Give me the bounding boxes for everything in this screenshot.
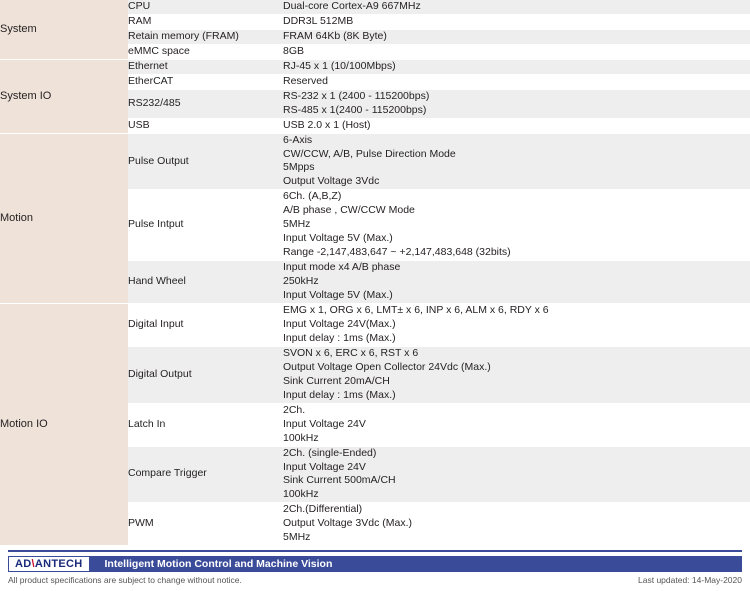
value-line: RS-485 x 1(2400 - 115200bps): [283, 103, 427, 116]
value-line: 6Ch. (A,B,Z): [283, 190, 342, 203]
value-line: Range -2,147,483,647 ~ +2,147,483,648 (32bits): [283, 246, 511, 259]
advantech-logo: [9, 557, 89, 571]
value-line: Output Voltage Open Collector 24Vdc (Max.): [283, 360, 491, 373]
value-line: Sink Current 20mA/CH: [283, 374, 390, 387]
value-line: 5Mpps: [283, 161, 315, 174]
table-row: [0, 59, 750, 74]
value-line: Input Voltage 5V (Max.): [283, 232, 393, 245]
value-line: SVON x 6, ERC x 6, RST x 6: [283, 346, 419, 359]
value-cell: [283, 190, 750, 261]
value-line: DDR3L 512MB: [283, 14, 354, 27]
item-cell: Pulse Output: [128, 133, 283, 190]
value-line: Input delay : 1ms (Max.): [283, 331, 396, 344]
value-cell: [283, 304, 750, 347]
footer-note: [8, 575, 742, 585]
logo-accent-icon: \: [31, 558, 35, 570]
value-line: 250kHz: [283, 275, 319, 288]
item-cell: CPU: [128, 0, 283, 14]
item-cell: EtherCAT: [128, 74, 283, 89]
value-cell: [283, 133, 750, 190]
value-line: 6-Axis: [283, 133, 313, 146]
value-line: Input mode x4 A/B phase: [283, 261, 401, 274]
footer-tagline: Intelligent Motion Control and Machine Vision: [104, 558, 333, 570]
value-cell: [283, 44, 750, 59]
value-cell: [283, 346, 750, 403]
item-cell: RAM: [128, 14, 283, 29]
value-cell: [283, 0, 750, 14]
value-line: Sink Current 500mA/CH: [283, 474, 396, 487]
value-line: A/B phase , CW/CCW Mode: [283, 204, 415, 217]
value-cell: [283, 503, 750, 546]
table-row: [0, 0, 750, 14]
value-line: RS-232 x 1 (2400 - 115200bps): [283, 89, 430, 102]
item-cell: Pulse Intput: [128, 190, 283, 261]
value-line: Output Voltage 3Vdc: [283, 175, 380, 188]
value-line: Input Voltage 24V: [283, 460, 366, 473]
value-line: 8GB: [283, 44, 305, 57]
logo-suffix: ANTECH: [34, 558, 83, 570]
value-line: Input Voltage 5V (Max.): [283, 289, 393, 302]
logo-prefix: AD: [15, 558, 32, 570]
value-cell: [283, 29, 750, 44]
value-line: Reserved: [283, 74, 328, 87]
item-cell: Digital Output: [128, 346, 283, 403]
value-cell: [283, 261, 750, 304]
value-line: EMG x 1, ORG x 6, LMT± x 6, INP x 6, ALM x 6, RDY x 6: [283, 304, 549, 317]
item-cell: Hand Wheel: [128, 261, 283, 304]
value-line: USB 2.0 x 1 (Host): [283, 118, 371, 131]
value-cell: [283, 59, 750, 74]
table-row: [0, 133, 750, 190]
category-cell-motion: Motion: [0, 133, 128, 303]
value-line: Input Voltage 24V(Max.): [283, 317, 396, 330]
item-cell: Retain memory (FRAM): [128, 29, 283, 44]
value-line: Input Voltage 24V: [283, 417, 366, 430]
item-cell: Digital Input: [128, 304, 283, 347]
item-cell: PWM: [128, 503, 283, 546]
value-line: RJ-45 x 1 (10/100Mbps): [283, 59, 396, 72]
value-line: Input delay : 1ms (Max.): [283, 388, 396, 401]
item-cell: eMMC space: [128, 44, 283, 59]
value-line: 100kHz: [283, 488, 319, 501]
last-updated-text: Last updated: 14-May-2020: [638, 575, 742, 585]
category-cell-motion-io: Motion IO: [0, 304, 128, 546]
value-line: 5MHz: [283, 218, 311, 231]
category-cell-system-io: System IO: [0, 59, 128, 133]
item-cell: Compare Trigger: [128, 446, 283, 503]
value-line: 2Ch. (single-Ended): [283, 446, 377, 459]
value-line: 2Ch.: [283, 403, 306, 416]
item-cell: Ethernet: [128, 59, 283, 74]
category-cell-system: System: [0, 0, 128, 59]
item-cell: Latch In: [128, 403, 283, 446]
value-line: Dual-core Cortex-A9 667MHz: [283, 0, 421, 12]
value-line: CW/CCW, A/B, Pulse Direction Mode: [283, 147, 456, 160]
disclaimer-text: All product specifications are subject to change without notice.: [8, 575, 242, 585]
table-row: [0, 304, 750, 347]
item-cell: USB: [128, 118, 283, 133]
value-cell: [283, 89, 750, 118]
value-cell: [283, 446, 750, 503]
footer-divider: [8, 550, 742, 552]
page-footer: [0, 550, 750, 591]
value-line: Output Voltage 3Vdc (Max.): [283, 517, 412, 530]
value-line: 2Ch.(Differential): [283, 503, 363, 516]
value-line: 5MHz: [283, 531, 311, 544]
item-cell: RS232/485: [128, 89, 283, 118]
value-cell: [283, 74, 750, 89]
footer-brand-bar: [8, 556, 742, 572]
value-cell: [283, 118, 750, 133]
value-line: FRAM 64Kb (8K Byte): [283, 29, 387, 42]
value-cell: [283, 403, 750, 446]
value-cell: [283, 14, 750, 29]
value-line: 100kHz: [283, 431, 319, 444]
